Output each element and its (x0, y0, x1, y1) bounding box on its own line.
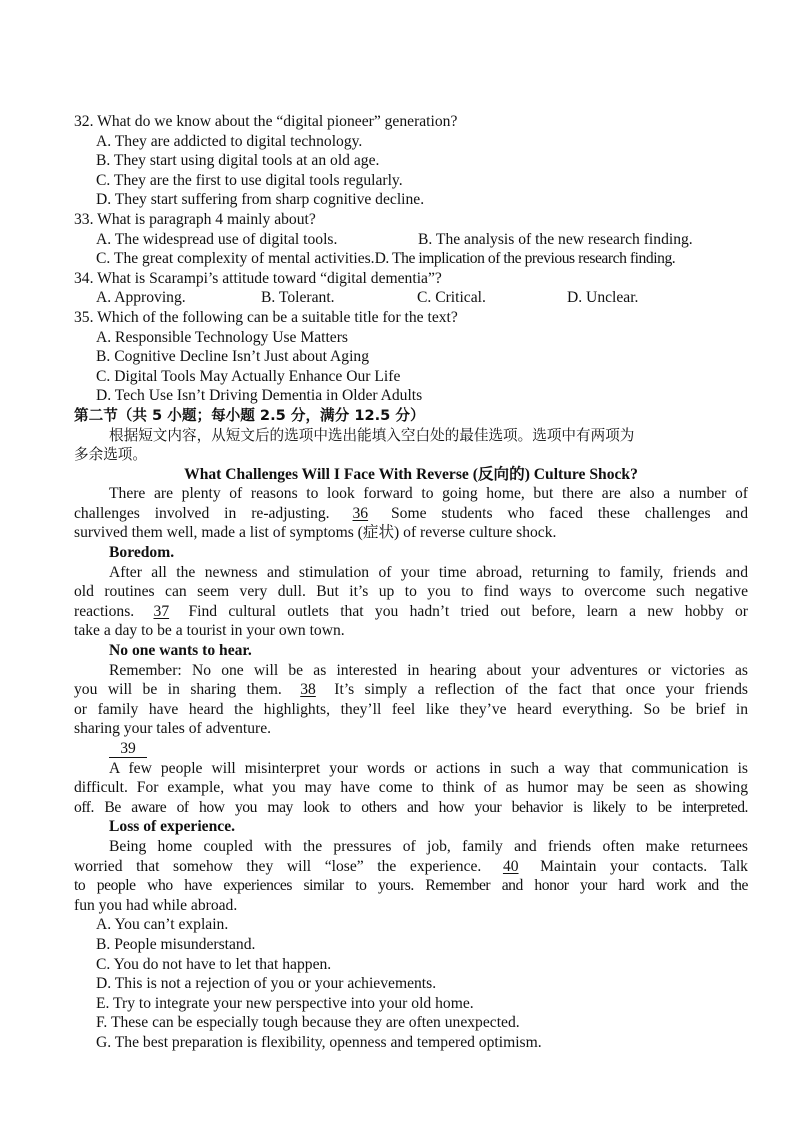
option-e: E. Try to integrate your new perspective into your old home. (96, 994, 474, 1012)
question-34-option-d: D. Unclear. (567, 289, 639, 307)
blank-37: 37 (153, 602, 170, 620)
question-35-stem: 35. Which of the following can be a suitable title for the text? (74, 308, 458, 326)
paragraph-5-text: worried that somehow they will “lose” the experience. (74, 857, 482, 875)
passage-title: What Challenges Will I Face With Reverse (反向的) Culture Shock? (184, 465, 638, 483)
paragraph-1-line-1: There are plenty of reasons to look forward to going home, but there are also a number of (109, 485, 748, 503)
question-33-option-a: A. The widespread use of digital tools. (96, 230, 338, 248)
paragraph-2-line-3 (74, 602, 748, 622)
blank-38: 38 (300, 681, 316, 699)
paragraph-3-line-4: sharing your tales of adventure. (74, 720, 272, 738)
question-35-option-a: A. Responsible Technology Use Matters (96, 328, 348, 346)
paragraph-5-line-1: Being home coupled with the pressures of job, family and friends often make returnees (109, 837, 748, 855)
paragraph-1-line-2 (74, 504, 748, 524)
question-35-option-b: B. Cognitive Decline Isn’t Just about Aging (96, 348, 370, 366)
blank-39-row (74, 739, 748, 759)
paragraph-5-line-2 (74, 857, 748, 877)
heading-boredom: Boredom. (109, 544, 175, 562)
option-f: F. These can be especially tough because they are often unexpected. (96, 1014, 520, 1032)
option-g: G. The best preparation is flexibility, openness and tempered optimism. (96, 1033, 542, 1051)
paragraph-1-text-cont: Some students who faced these challenges and (391, 504, 748, 522)
question-32-option-a: A. They are addicted to digital technology. (96, 132, 363, 150)
question-33-option-c: C. The great complexity of mental activities. (96, 250, 375, 268)
question-34-option-c: C. Critical. (417, 289, 486, 307)
paragraph-3-line-3: or family have heard the highlights, they’ll feel like they’ve heard everything. So be brief in (74, 700, 748, 718)
paragraph-3-text-cont: It’s simply a reflection of the fact that once your friends (334, 681, 748, 699)
paragraph-3-line-2 (74, 680, 748, 700)
paragraph-3-line-1: Remember: No one will be as interested in hearing about your adventures or victories as (109, 661, 748, 679)
question-33-row-2 (74, 249, 748, 269)
paragraph-4-line-3: off. Be aware of how you may look to others and how your behavior is likely to be interpreted. (74, 798, 748, 816)
paragraph-5-line-4: fun you had while abroad. (74, 896, 238, 914)
question-34-row (74, 288, 748, 308)
heading-no-one-wants-to-hear: No one wants to hear. (109, 642, 252, 660)
paragraph-1-line-3: survived them well, made a list of symptoms (症状) of reverse culture shock. (74, 524, 557, 542)
question-33-stem: 33. What is paragraph 4 mainly about? (74, 210, 316, 228)
section-2-instructions-line-1: 根据短文内容，从短文后的选项中选出能填入空白处的最佳选项。选项中有两项为 (109, 426, 635, 444)
paragraph-2-line-2: old routines can seem very dull. But it’s up to you to find ways to overcome such negative (74, 583, 748, 601)
question-32-stem: 32. What do we know about the “digital pioneer” generation? (74, 113, 458, 130)
paragraph-1-text: challenges involved in re-adjusting. (74, 504, 330, 522)
blank-39: 39 (109, 741, 147, 758)
question-33-option-b: B. The analysis of the new research finding. (418, 230, 693, 248)
question-32-option-d: D. They start suffering from sharp cognitive decline. (96, 191, 425, 209)
option-c: C. You do not have to let that happen. (96, 955, 332, 973)
section-2-instructions-line-2: 多余选项。 (74, 446, 147, 464)
question-33-row-1 (74, 230, 748, 250)
question-35-option-c: C. Digital Tools May Actually Enhance Our Life (96, 367, 401, 385)
question-34-option-a: A. Approving. (96, 289, 186, 307)
question-33-option-d: D. The implication of the previous research finding. (374, 250, 676, 268)
paragraph-5-text-cont: Maintain your contacts. Talk (540, 857, 748, 875)
paragraph-2-line-4: take a day to be a tourist in your own town. (74, 622, 345, 640)
heading-loss-of-experience: Loss of experience. (109, 818, 236, 836)
section-2-heading: 第二节（共 5 小题；每小题 2.5 分，满分 12.5 分） (74, 406, 425, 424)
paragraph-2-text-cont: Find cultural outlets that you hadn’t tried out before, learn a new hobby or (188, 602, 748, 620)
paragraph-4-line-1: A few people will misinterpret your words or actions in such a way that communication is (109, 759, 748, 777)
paragraph-3-text: you will be in sharing them. (74, 681, 282, 699)
paragraph-5-line-3: to people who have experiences similar to yours. Remember and honor your hard work and the (74, 877, 748, 895)
paragraph-4-line-2: difficult. For example, what you may have come to think of as humor may be seen as showing (74, 779, 748, 797)
question-34-stem: 34. What is Scarampi’s attitude toward “digital dementia”? (74, 269, 442, 287)
blank-36: 36 (352, 504, 369, 522)
question-34-option-b: B. Tolerant. (261, 289, 335, 307)
paragraph-2-text: reactions. (74, 602, 135, 620)
page-content (74, 112, 748, 1053)
question-35-option-d: D. Tech Use Isn’t Driving Dementia in Older Adults (96, 387, 423, 405)
question-32-option-c: C. They are the first to use digital tools regularly. (96, 171, 403, 189)
option-d: D. This is not a rejection of you or your achievements. (96, 975, 437, 993)
paragraph-2-line-1: After all the newness and stimulation of your time abroad, returning to family, friends and (109, 563, 748, 581)
blank-40: 40 (502, 857, 519, 875)
option-a: A. You can’t explain. (96, 916, 229, 934)
question-32-option-b: B. They start using digital tools at an old age. (96, 152, 380, 170)
option-b: B. People misunderstand. (96, 935, 256, 953)
